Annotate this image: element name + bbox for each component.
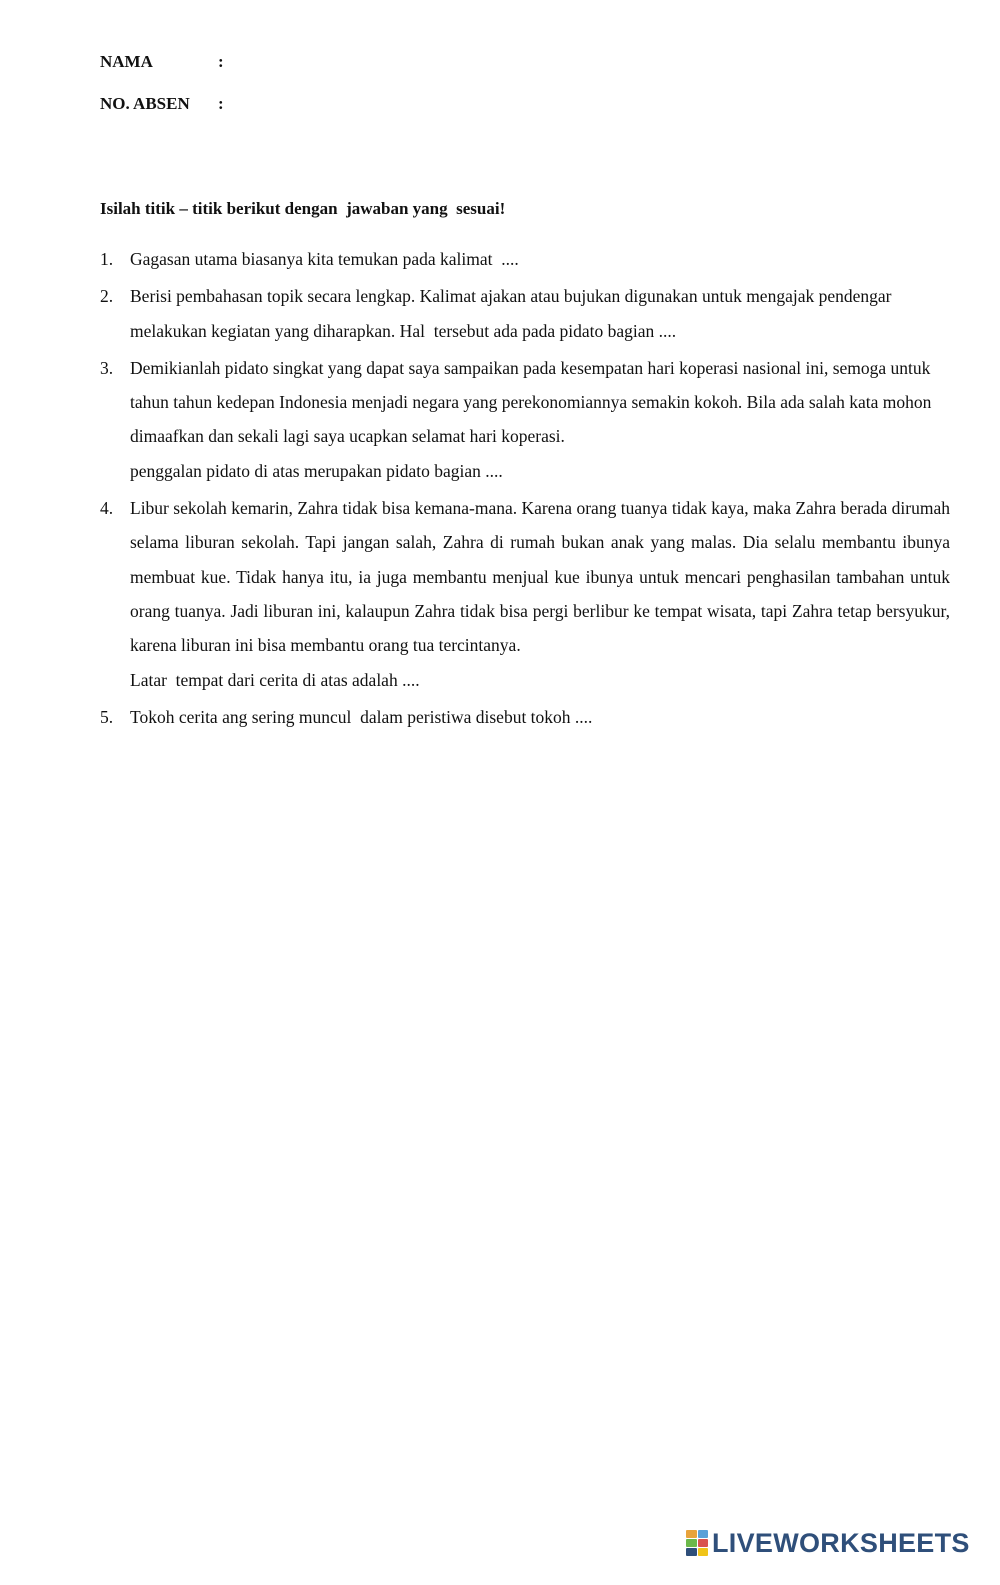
absen-label: NO. ABSEN xyxy=(100,94,190,113)
name-colon: : xyxy=(218,52,224,71)
question-item-3 xyxy=(100,351,950,488)
question-item-4 xyxy=(100,491,955,697)
liveworksheets-logo-icon xyxy=(686,1530,708,1556)
logo-tile xyxy=(686,1548,697,1556)
logo-tile xyxy=(698,1530,709,1538)
question-text: Tokoh cerita ang sering muncul dalam peristiwa disebut tokoh .... xyxy=(130,706,593,727)
liveworksheets-logo xyxy=(686,1528,970,1558)
question-number: 3. xyxy=(100,357,114,378)
question-number: 5. xyxy=(100,706,114,727)
question-number: 2. xyxy=(100,286,114,307)
question-prompt: Latar tempat dari cerita di atas adalah .... xyxy=(130,669,420,690)
name-field xyxy=(100,52,224,72)
logo-text: LIVEWORKSHEETS xyxy=(712,1527,970,1558)
logo-tile xyxy=(698,1548,709,1556)
question-item-5 xyxy=(100,700,950,734)
instruction-heading: Isilah titik – titik berikut dengan jawaban yang sesuai! xyxy=(100,199,506,218)
logo-tile xyxy=(686,1539,697,1547)
question-text: Gagasan utama biasanya kita temukan pada kalimat .... xyxy=(130,249,519,269)
question-number: 4. xyxy=(100,498,114,519)
question-list xyxy=(100,242,955,737)
question-item-1 xyxy=(100,242,950,276)
question-number: 1. xyxy=(100,249,114,269)
logo-tile xyxy=(698,1539,709,1547)
question-text: Libur sekolah kemarin, Zahra tidak bisa kemana-mana. Karena orang tuanya tidak kaya, maka Zahra berada dirumah selama liburan sekolah. Tapi jangan salah, Zahra di rumah bukan anak yang malas. Dia selalu membantu ibunya membuat kue. Tidak hanya itu, ia juga membantu menjual kue ibunya untuk mencari penghasilan tambahan untuk orang tuanya. Jadi liburan ini, kalaupun Zahra tidak bisa pergi berlibur ke tempat wisata, tapi Zahra tetap bersyukur, karena liburan ini bisa membantu orang tua tercintanya. xyxy=(130,498,955,656)
question-text: Demikianlah pidato singkat yang dapat saya sampaikan pada kesempatan hari koperasi nasional ini, semoga untuk tahun tahun kedepan Indonesia menjadi negara yang perekonomiannya semakin kokoh. Bila ada salah kata mohon dimaafkan dan sekali lagi saya ucapkan selamat hari koperasi. xyxy=(130,357,936,447)
absen-field xyxy=(100,94,224,114)
question-text: Berisi pembahasan topik secara lengkap. Kalimat ajakan atau bujukan digunakan untuk mengajak pendengar melakukan kegiatan yang diharapkan. Hal tersebut ada pada pidato bagian .... xyxy=(130,286,896,341)
name-label: NAMA xyxy=(100,52,153,71)
absen-colon: : xyxy=(218,94,224,113)
logo-tile xyxy=(686,1530,697,1538)
question-prompt: penggalan pidato di atas merupakan pidato bagian .... xyxy=(130,460,503,481)
question-item-2 xyxy=(100,279,950,348)
